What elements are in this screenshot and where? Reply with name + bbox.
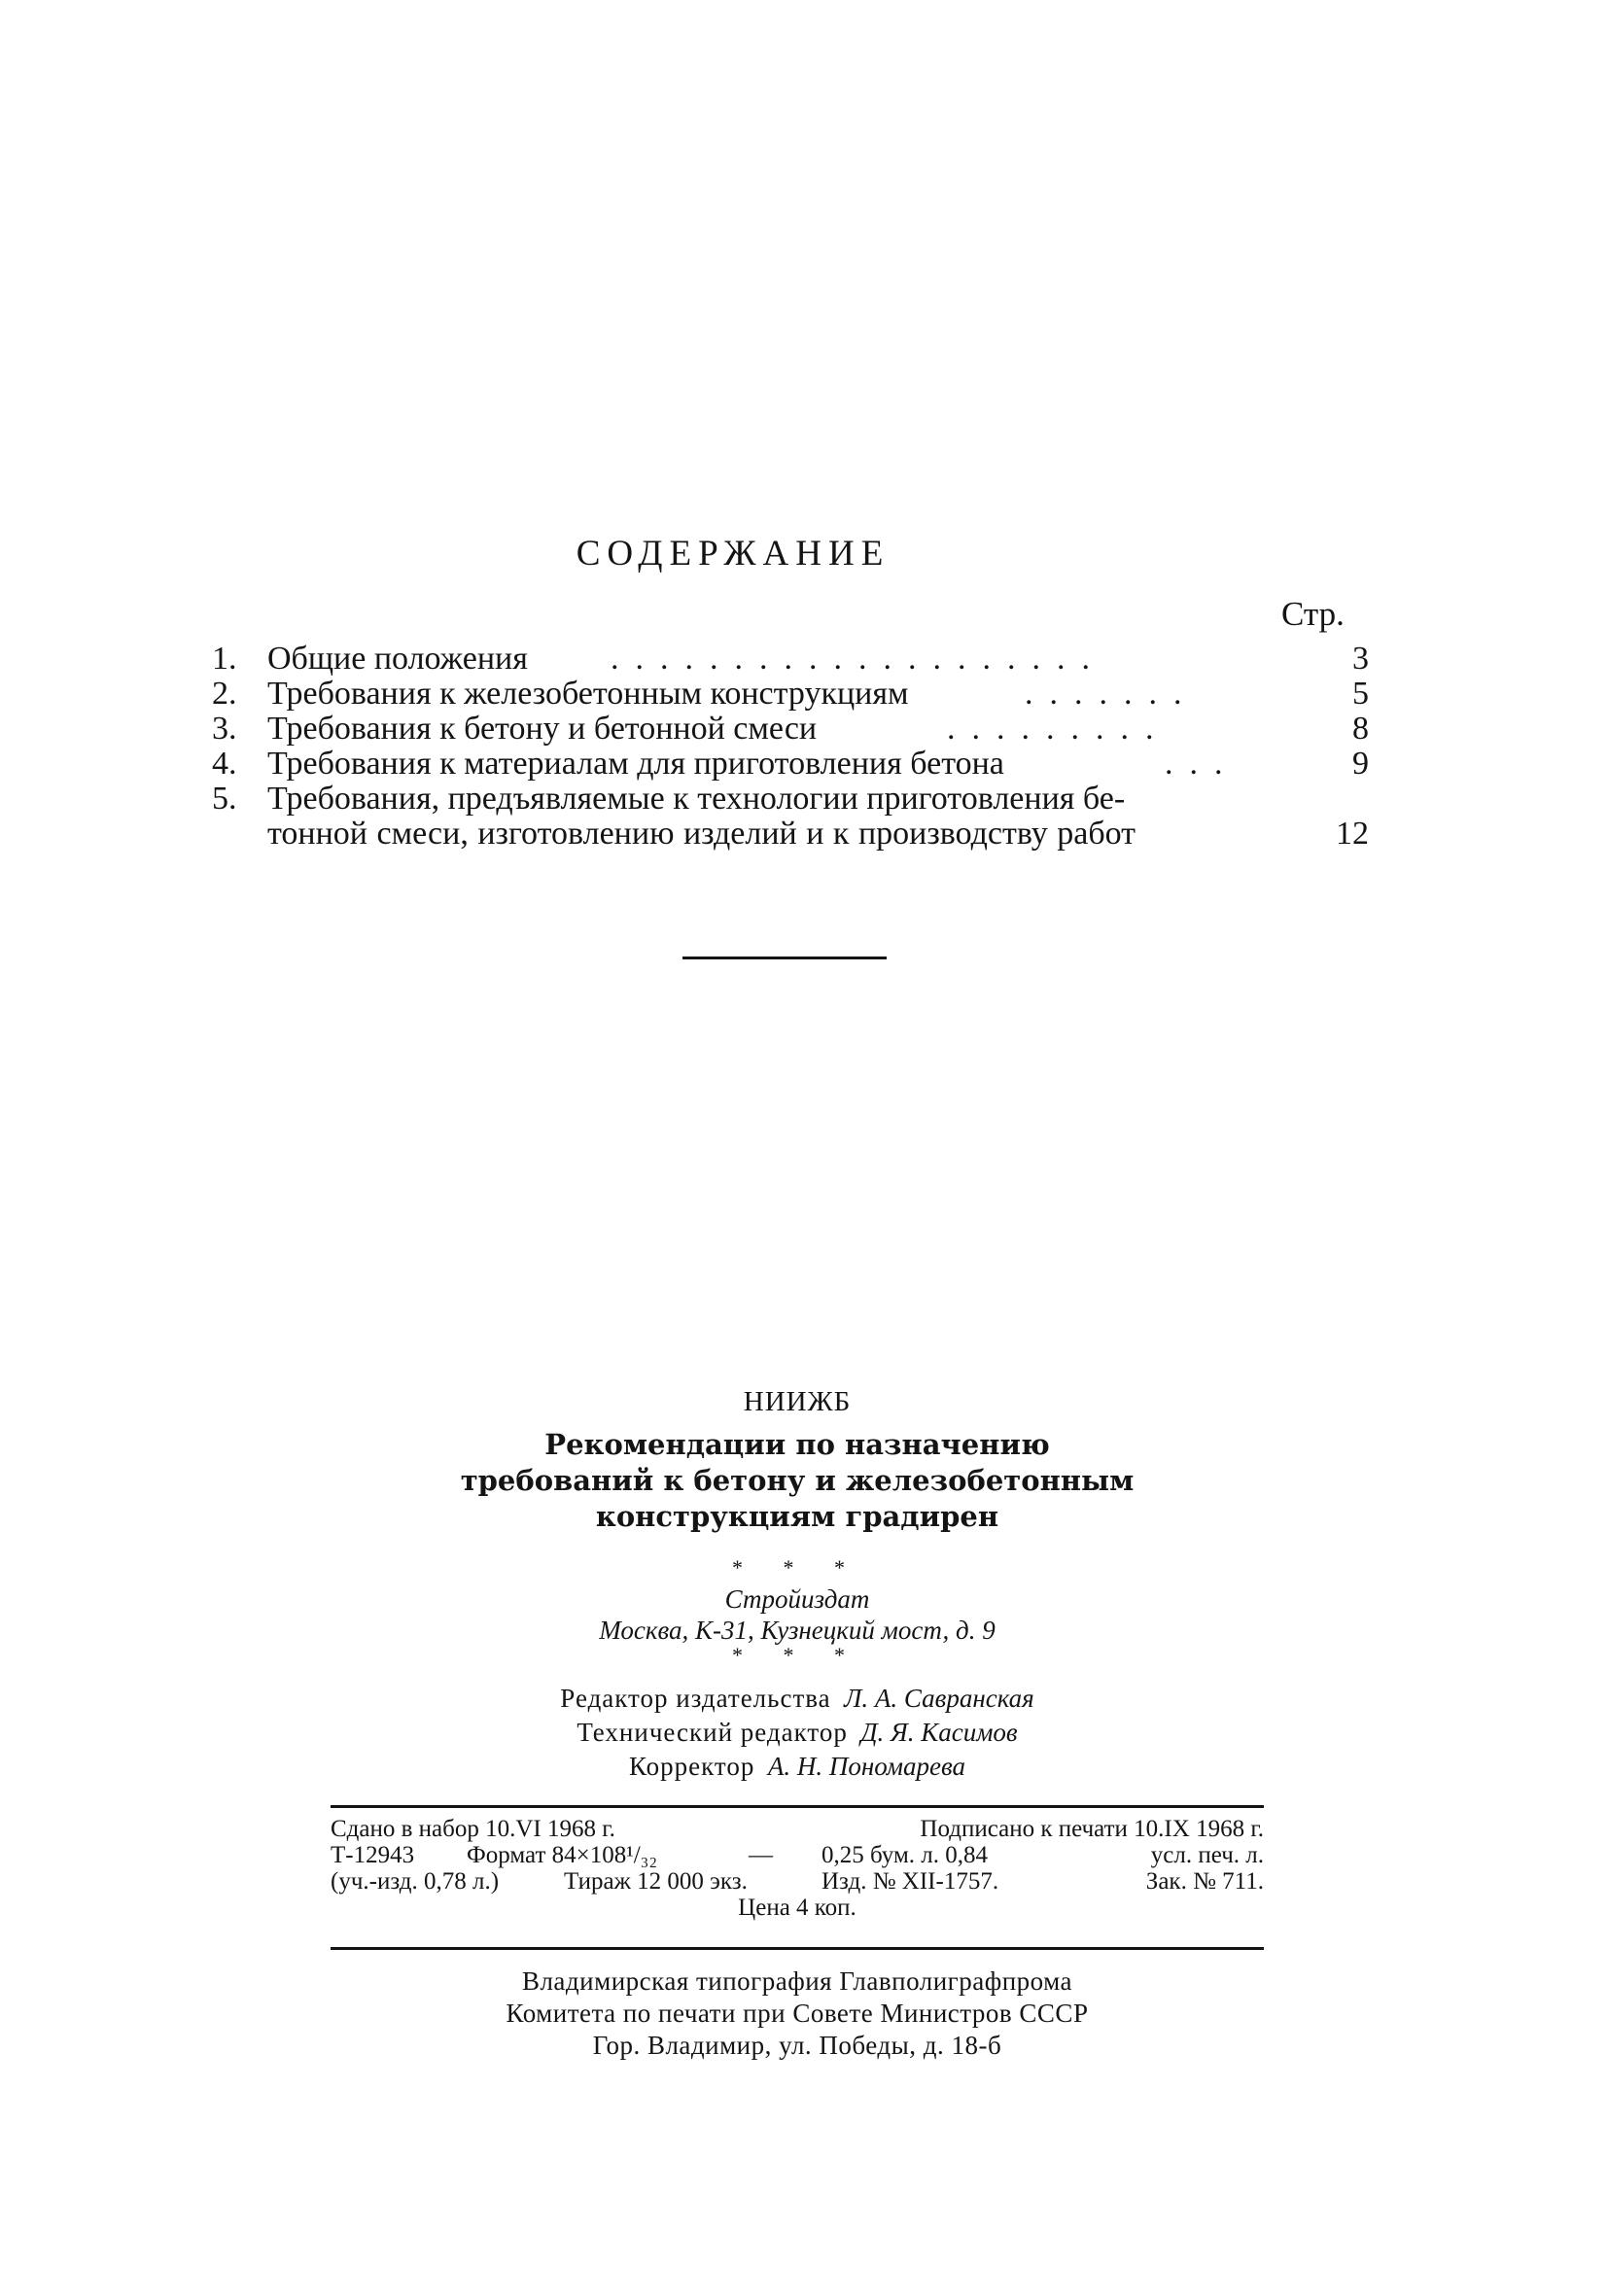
staff-role: Корректор	[629, 1752, 755, 1781]
contents-page-column-header: Стр.	[1281, 595, 1345, 633]
signed-date: Подписано к печати 10.IX 1968 г.	[920, 1816, 1264, 1842]
contents-item-page: 9	[1352, 746, 1369, 782]
printing-house-line: Комитета по печати при Совете Министров СССР	[506, 1999, 1089, 2028]
horizontal-rule	[331, 1805, 1264, 1808]
printing-house-line: Владимирская типография Главполиграфпрома	[521, 1966, 1073, 1996]
edition-number: Изд. № XII-1757.	[821, 1868, 999, 1895]
contents-list	[212, 642, 1369, 852]
staff-name: Д. Я. Касимов	[860, 1718, 1018, 1747]
order-number: Зак. № 711.	[1145, 1868, 1264, 1895]
staff-name: Л. А. Савранская	[844, 1684, 1034, 1713]
sheet-count: 0,25 бум. л. 0,84	[821, 1842, 988, 1868]
leader-dots: . . .	[1165, 746, 1223, 782]
order-code: Т-12943	[331, 1842, 415, 1868]
book-title	[331, 1427, 1264, 1535]
contents-item-continuation	[212, 817, 1369, 852]
staff-line	[331, 1750, 1264, 1784]
asterism-separator: * * *	[732, 1643, 862, 1667]
section-divider	[682, 957, 887, 959]
contents-item-number: 1.	[212, 641, 237, 677]
contents-item-title: Требования к бетону и бетонной смеси	[267, 711, 818, 747]
contents-item-title-continuation: тонной смеси, изготовлению изделий и к производству работ	[267, 816, 1136, 852]
contents-item-title: Требования к материалам для приготовления бетона	[267, 746, 1004, 782]
print-run: Тираж 12 000 экз.	[564, 1868, 748, 1895]
contents-item	[212, 712, 1369, 747]
print-details-line	[331, 1842, 1264, 1868]
contents-item-number: 4.	[212, 746, 237, 782]
asterism-separator: * * *	[732, 1555, 862, 1580]
staff-role: Технический редактор	[577, 1718, 848, 1747]
price: Цена 4 коп.	[738, 1895, 856, 1921]
paper-format: Формат 84×108¹/₃₂	[467, 1842, 658, 1868]
publisher-sheets: (уч.-изд. 0,78 л.)	[331, 1868, 500, 1895]
contents-item-page: 8	[1352, 711, 1369, 747]
contents-item-page: 12	[1336, 816, 1369, 852]
staff-line	[331, 1682, 1264, 1716]
contents-item	[212, 747, 1369, 782]
institute-name: НИИЖБ	[743, 1386, 852, 1417]
leader-dots: . . . . . . . . .	[947, 711, 1154, 747]
contents-item-page: 3	[1352, 641, 1369, 677]
contents-item	[212, 782, 1369, 817]
contents-item-title: Требования, предъявляемые к технологии приготовления бе-	[267, 781, 1126, 817]
dash: —	[749, 1842, 773, 1868]
editorial-staff	[331, 1682, 1264, 1784]
horizontal-rule	[331, 1947, 1264, 1950]
contents-item-number: 2.	[212, 676, 237, 712]
book-title-line: конструкциям градирен	[595, 1500, 999, 1533]
contents-item-number: 5.	[212, 781, 237, 817]
contents-item	[212, 677, 1369, 712]
printing-house-line: Гор. Владимир, ул. Победы, д. 18-б	[592, 2031, 1002, 2060]
print-details	[331, 1816, 1264, 1921]
contents-item-page: 5	[1352, 676, 1369, 712]
staff-role: Редактор издательства	[560, 1684, 831, 1713]
book-title-line: Рекомендации по назначению	[544, 1428, 1050, 1461]
leader-dots: . . . . . . .	[1025, 676, 1182, 712]
contents-item-title: Общие положения	[267, 641, 528, 677]
publisher-address: Москва, К-31, Кузнецкий мост, д. 9	[599, 1616, 996, 1645]
publisher-name: Стройиздат	[724, 1584, 870, 1614]
print-details-line	[331, 1868, 1264, 1895]
sheet-unit: усл. печ. л.	[1150, 1842, 1264, 1868]
contents-item-title: Требования к железобетонным конструкциям	[267, 676, 909, 712]
contents-item-number: 3.	[212, 711, 237, 747]
staff-name: А. Н. Пономарева	[767, 1752, 965, 1781]
contents-title: СОДЕРЖАНИЕ	[576, 534, 891, 574]
book-title-line: требований к бетону и железобетонным	[460, 1464, 1135, 1497]
typesetting-date: Сдано в набор 10.VI 1968 г.	[331, 1816, 615, 1842]
print-details-line	[331, 1816, 1264, 1842]
contents-item	[212, 642, 1369, 677]
leader-dots: . . . . . . . . . . . . . . . . . . . .	[611, 641, 1090, 677]
printing-house	[331, 1966, 1264, 2062]
staff-line	[331, 1716, 1264, 1750]
